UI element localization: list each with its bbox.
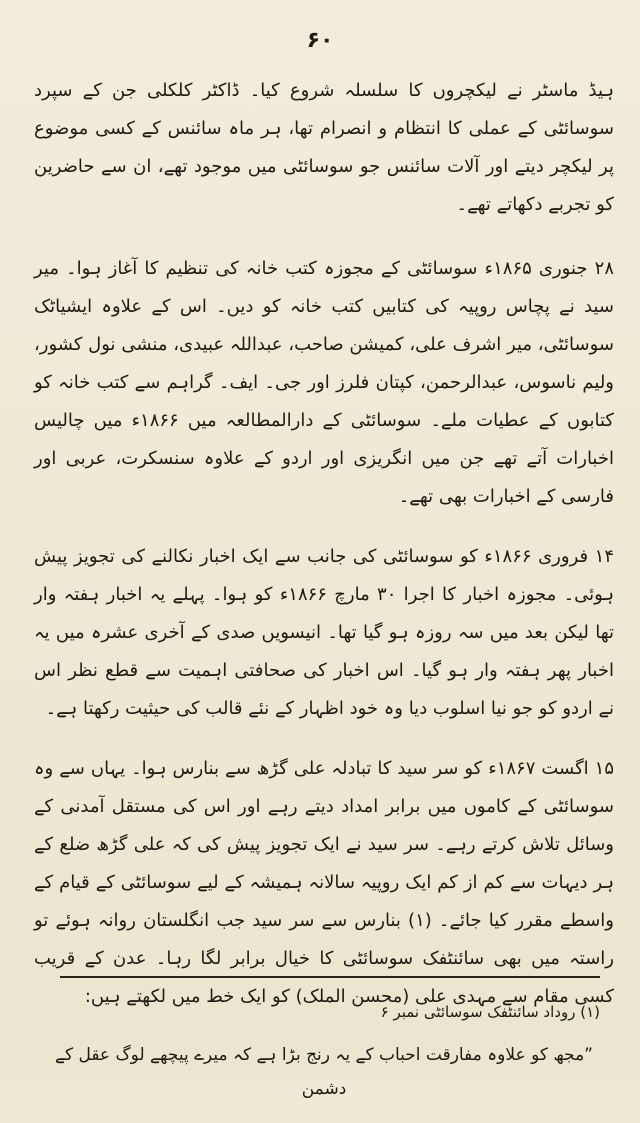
paragraph-lectures: ہیڈ ماسٹر نے لیکچروں کا سلسلہ شروع کیا۔ ڈاکٹر کلکلی جن کے سپرد سوسائٹی کے عملی کا انتظام و انصرام تھا، ہر ماہ سائنس کے کسی موضوع پر لیکچر دیتے اور آلات سائنس جو سوسائٹی میں موجود تھے، ان سے حاضرین کو تجربے دکھاتے تھے۔: [34, 80, 614, 215]
footnote: (۱) روداد سائنٹفک سوسائٹی نمبر ۶: [380, 1003, 600, 1021]
paragraph-library: ۲۸ جنوری ۱۸۶۵ء سوسائٹی کے مجوزہ کتب خانہ کی تنظیم کا آغاز ہوا۔ میر سید نے پچاس روپیہ کی کتابیں کتب خانہ کو دیں۔ اس کے علاوہ ایشیاٹک سوسائٹی، میر اشرف علی، کمیشن صاحب، عبداللہ عبیدی، منشی نول کشور، ولیم ناسوس، عبدالرحمن، کپتان فلرز اور جی۔ ایف۔ گراہم سے کتب خانہ کو کتابوں کے عطیات ملے۔ سوسائٹی کے دارالمطالعہ میں ۱۸۶۶ء میں چالیس اخبارات آتے تھے جن میں انگریزی اور اردو کے علاوہ سنسکرت، عربی اور فارسی کے اخبارات بھی تھے۔: [34, 258, 614, 507]
letter-quote: ”مجھ کو علاوہ مفارقت احباب کے یہ رنج بڑا ہے کہ میرے پیچھے لوگ عقل کے دشمن: [54, 1045, 593, 1099]
paragraph-newspaper: ۱۴ فروری ۱۸۶۶ء کو سوسائٹی کی جانب سے ایک اخبار نکالنے کی تجویز پیش ہوئی۔ مجوزہ اخبار کا اجرا ۳۰ مارچ ۱۸۶۶ء کو ہوا۔ پہلے یہ اخبار ہفتہ وار تھا لیکن بعد میں سہ روزہ ہو گیا تھا۔ انیسویں صدی کے آخری عشرہ میں یہ اخبار پھر ہفتہ وار ہو گیا۔ اس اخبار کی صحافتی اہمیت سے قطع نظر اس نے اردو کو جو نیا اسلوب دیا وہ خود اظہار کے نئے قالب کی حیثیت رکھتا ہے۔: [34, 546, 615, 719]
page-number: ۶۰: [306, 28, 334, 53]
paragraph-transfer: ۱۵ اگست ۱۸۶۷ء کو سر سید کا تبادلہ علی گڑھ سے بنارس ہوا۔ یہاں سے وہ سوسائٹی کے کاموں میں برابر امداد دیتے رہے اور اس کی مستقل آمدنی کے وسائل تلاش کرتے رہے۔ سر سید نے ایک تجویز پیش کی کہ علی گڑھ ضلع کے ہر دیہات سے کم از کم ایک روپیہ سالانہ ہمیشہ کے لیے سوسائٹی کے قیام کے واسطے مقرر کیا جائے۔ (۱) بنارس سے سر سید جب انگلستان روانہ ہوئے تو راستہ میں بھی سائنٹفک سوسائٹی کا خیال برابر لگا رہا۔ عدن کے قریب کسی مقام سے مہدی علی (محسن الملک) کو ایک خط میں لکھتے ہیں:: [34, 758, 614, 1007]
footnote-divider: [60, 976, 600, 978]
body-text: [34, 72, 614, 1123]
